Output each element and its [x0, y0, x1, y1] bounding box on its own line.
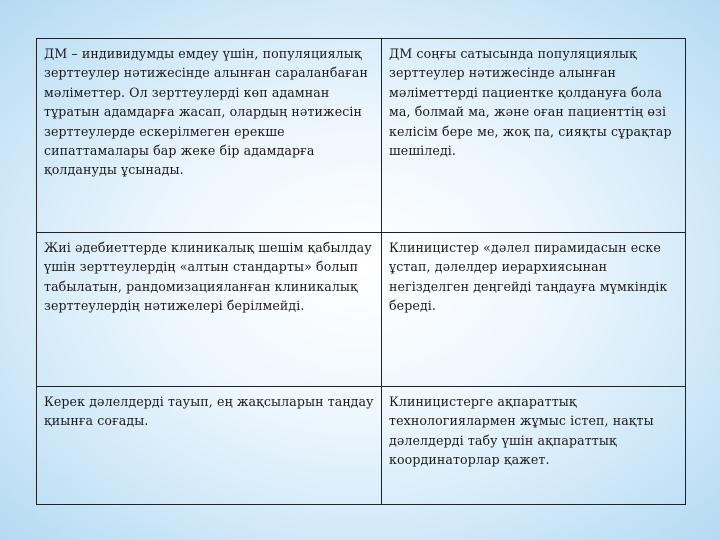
table-cell-right: Клиницистерге ақпараттық технологиялармен жұмыс істеп, нақты дәлелдерді табу үшін ақпараттық координаторлар қажет.: [382, 387, 686, 505]
table-row: [37, 387, 686, 505]
table-row: [37, 39, 686, 233]
table-cell-right: ДМ соңғы сатысында популяциялық зерттеулер нәтижесінде алынған мәліметтерді пациентке қолдануға бола ма, болмай ма, және оған пациенттің өзі келісім бере ме, жоқ па, сияқты сұрақтар шешіледі.: [382, 39, 686, 233]
table-cell-left: Керек дәлелдерді тауып, ең жақсыларын таңдау қиынға соғады.: [37, 387, 382, 505]
table-cell-left: ДМ – индивидумды емдеу үшін, популяциялық зерттеулер нәтижесінде алынған сараланбаған мәліметтер. Ол зерттеулерді көп адамнан тұратын адамдарға жасап, олардың нәтижесін зерттеулерде ескерілмеген ерекше сипаттамалары бар жеке бір адамдарға қолдануды ұсынады.: [37, 39, 382, 233]
table-row: [37, 233, 686, 387]
table-cell-left: Жиі әдебиеттерде клиникалық шешім қабылдау үшін зерттеулердің «алтын стандарты» болып табылатын, рандомизацияланған клиникалық зерттеулердің нәтижелері берілмейді.: [37, 233, 382, 387]
comparison-table: [36, 38, 686, 505]
table-cell-right: Клиницистер «дәлел пирамидасын еске ұстап, дәлелдер иерархиясынан негізделген деңгейді таңдауға мүмкіндік береді.: [382, 233, 686, 387]
